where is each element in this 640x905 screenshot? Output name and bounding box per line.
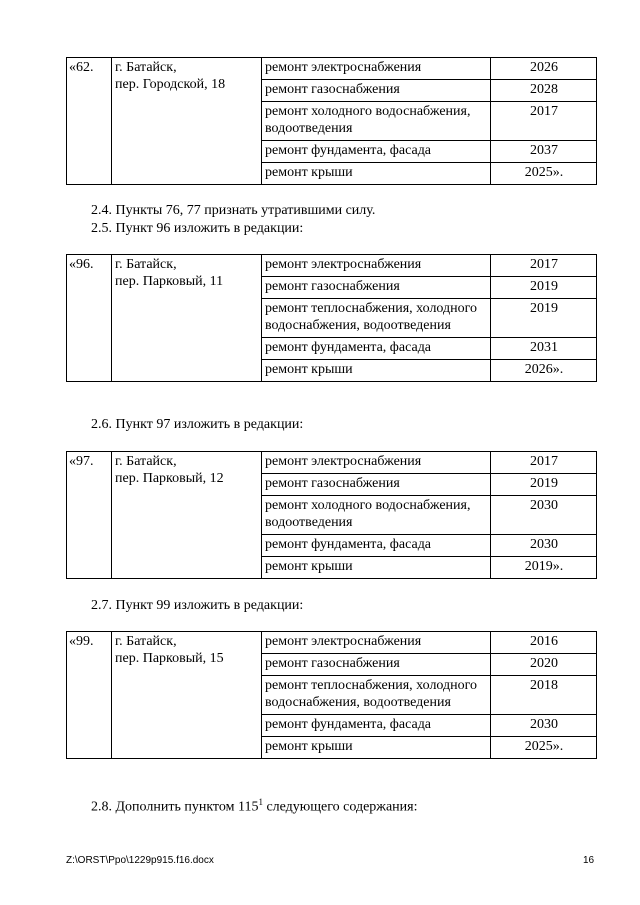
year-cell: 2030 [491, 496, 597, 535]
table-row [67, 452, 597, 474]
table-item-99 [66, 631, 597, 759]
paragraph-2-6: 2.6. Пункт 97 изложить в редакции: [91, 417, 304, 432]
year-cell: 2019 [491, 277, 597, 299]
address-city: г. Батайск, [115, 634, 177, 649]
work-type-cell: ремонт газоснабжения [262, 277, 491, 299]
table-row [67, 632, 597, 654]
year-cell: 2019». [491, 557, 597, 579]
year-cell: 2026». [491, 360, 597, 382]
work-type-cell: ремонт электроснабжения [262, 452, 491, 474]
year-cell: 2019 [491, 474, 597, 496]
work-type-cell: ремонт газоснабжения [262, 654, 491, 676]
work-type-cell: ремонт холодного водоснабжения, водоотведения [262, 496, 491, 535]
item-number: «96. [67, 255, 112, 382]
year-cell: 2019 [491, 299, 597, 338]
work-type-cell: ремонт электроснабжения [262, 255, 491, 277]
work-type-cell: ремонт фундамента, фасада [262, 141, 491, 163]
year-cell: 2017 [491, 255, 597, 277]
year-cell: 2031 [491, 338, 597, 360]
address-street: пер. Парковый, 11 [115, 274, 224, 289]
item-number: «99. [67, 632, 112, 759]
repair-table [66, 451, 597, 579]
work-type-cell: ремонт крыши [262, 360, 491, 382]
repair-table-body [67, 452, 597, 579]
address-street: пер. Парковый, 15 [115, 651, 224, 666]
work-type-cell: ремонт холодного водоснабжения, водоотведения [262, 102, 491, 141]
year-cell: 2037 [491, 141, 597, 163]
repair-table-body [67, 632, 597, 759]
paragraph-2-8 [91, 794, 418, 816]
year-cell: 2030 [491, 715, 597, 737]
work-type-cell: ремонт электроснабжения [262, 58, 491, 80]
year-cell: 2016 [491, 632, 597, 654]
repair-table [66, 57, 597, 185]
work-type-cell: ремонт теплоснабжения, холодного водоснабжения, водоотведения [262, 299, 491, 338]
table-item-62 [66, 57, 597, 185]
item-number: «62. [67, 58, 112, 185]
address-city: г. Батайск, [115, 454, 177, 469]
repair-table [66, 631, 597, 759]
superscript: 1 [258, 797, 263, 807]
paragraph-2-5: 2.5. Пункт 96 изложить в редакции: [91, 221, 304, 236]
work-type-cell: ремонт крыши [262, 737, 491, 759]
year-cell: 2020 [491, 654, 597, 676]
work-type-cell: ремонт теплоснабжения, холодного водоснабжения, водоотведения [262, 676, 491, 715]
work-type-cell: ремонт крыши [262, 163, 491, 185]
paragraph-2-7: 2.7. Пункт 99 изложить в редакции: [91, 598, 304, 613]
address-street: пер. Городской, 18 [115, 77, 226, 92]
paragraph-2-4: 2.4. Пункты 76, 77 признать утратившими силу. [91, 203, 376, 218]
table-item-97 [66, 451, 597, 579]
footer-page-number: 16 [583, 855, 595, 866]
address-city: г. Батайск, [115, 60, 177, 75]
year-cell: 2030 [491, 535, 597, 557]
address-cell [112, 58, 262, 185]
work-type-cell: ремонт фундамента, фасада [262, 338, 491, 360]
work-type-cell: ремонт фундамента, фасада [262, 535, 491, 557]
year-cell: 2025». [491, 163, 597, 185]
year-cell: 2026 [491, 58, 597, 80]
year-cell: 2017 [491, 452, 597, 474]
year-cell: 2017 [491, 102, 597, 141]
year-cell: 2018 [491, 676, 597, 715]
paragraph-2-8-text-end: следующего содержания: [262, 799, 418, 815]
table-row [67, 58, 597, 80]
address-street: пер. Парковый, 12 [115, 471, 224, 486]
paragraph-2-8-text: 2.8. Дополнить пунктом 115 [91, 799, 259, 815]
repair-table [66, 254, 597, 382]
work-type-cell: ремонт газоснабжения [262, 80, 491, 102]
address-cell [112, 255, 262, 382]
work-type-cell: ремонт крыши [262, 557, 491, 579]
year-cell: 2025». [491, 737, 597, 759]
address-city: г. Батайск, [115, 257, 177, 272]
footer-file-path: Z:\ORST\Ppo\1229p915.f16.docx [66, 855, 214, 866]
address-cell [112, 632, 262, 759]
repair-table-body [67, 255, 597, 382]
work-type-cell: ремонт электроснабжения [262, 632, 491, 654]
repair-table-body [67, 58, 597, 185]
table-item-96 [66, 254, 597, 382]
item-number: «97. [67, 452, 112, 579]
address-cell [112, 452, 262, 579]
work-type-cell: ремонт газоснабжения [262, 474, 491, 496]
year-cell: 2028 [491, 80, 597, 102]
work-type-cell: ремонт фундамента, фасада [262, 715, 491, 737]
table-row [67, 255, 597, 277]
